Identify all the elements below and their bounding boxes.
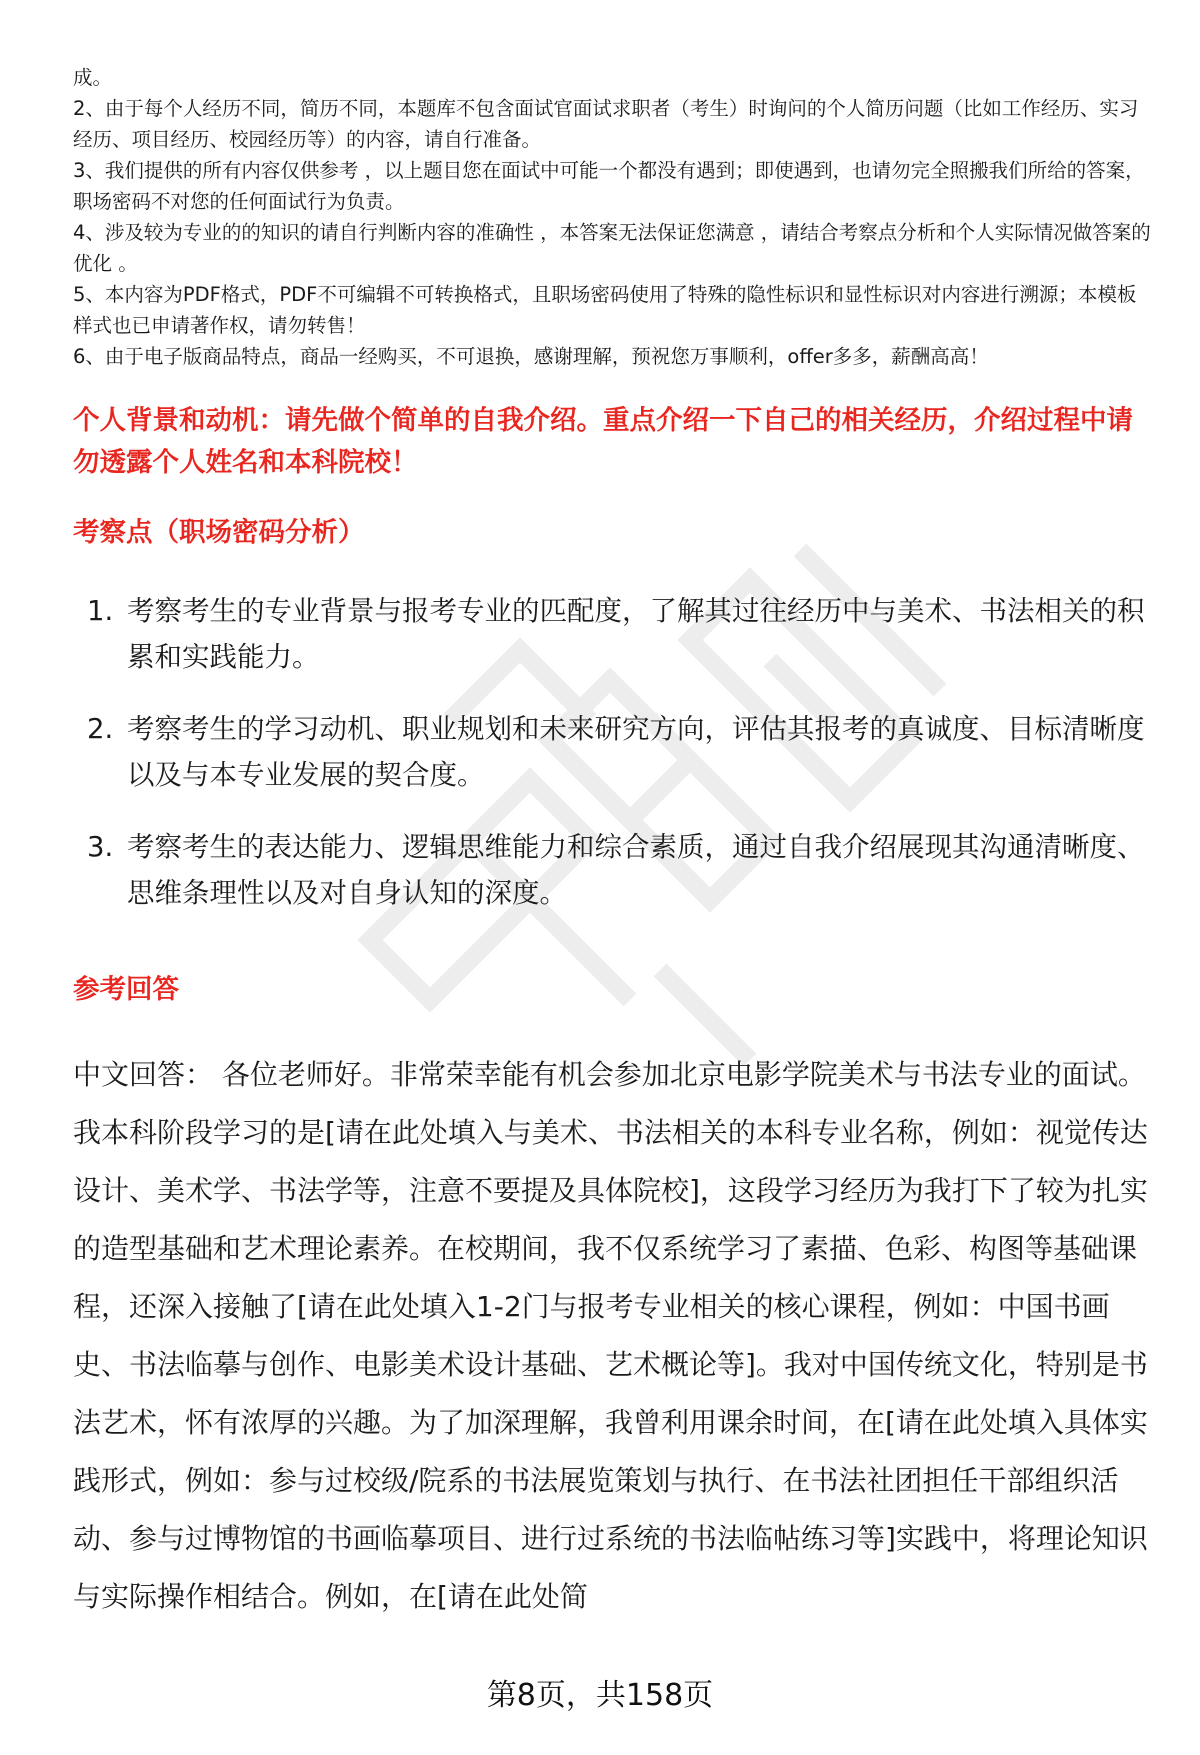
page-number: 第8页，共158页 xyxy=(486,1678,714,1713)
list-number: 1. xyxy=(87,595,114,627)
note-line: 5、本内容为PDF格式，PDF不可编辑不可转换格式，且职场密码使用了特殊的隐性标识和显性标识对内容进行溯源；本模板样式也已申请著作权，请勿转售！ xyxy=(73,283,1137,337)
disclaimer-notes xyxy=(73,62,1153,372)
note-line: 6、由于电子版商品特点，商品一经购买，不可退换，感谢理解，预祝您万事顺利，offer多多，薪酬高高！ xyxy=(73,345,989,368)
note-line: 2、由于每个人经历不同，简历不同，本题库不包含面试官面试求职者（考生）时询问的个人简历问题（比如工作经历、实习经历、项目经历、校园经历等）的内容，请自行准备。 xyxy=(73,97,1139,151)
list-number: 2. xyxy=(87,713,114,745)
reference-heading: 参考回答 xyxy=(73,974,179,1005)
list-item xyxy=(73,706,1153,798)
list-item xyxy=(73,588,1153,680)
note-line: 4、涉及较为专业的的知识的请自行判断内容的准确性 ，本答案无法保证您满意 ，请结合考察点分析和个人实际情况做答案的优化 。 xyxy=(73,221,1151,275)
kaocha-list xyxy=(73,588,1153,942)
note-line: 3、我们提供的所有内容仅供参考 ，以上题目您在面试中可能一个都没有遇到；即使遇到，也请勿完全照搬我们所给的答案，职场密码不对您的任何面试行为负责。 xyxy=(73,159,1145,213)
reference-answer: 中文回答： 各位老师好。非常荣幸能有机会参加北京电影学院美术与书法专业的面试。我本科阶段学习的是[请在此处填入与美术、书法相关的本科专业名称，例如：视觉传达设计、美术学、书法学等，注意不要提及具体院校]，这段学习经历为我打下了较为扎实的造型基础和艺术理论素养。在校期间，我不仅系统学习了素描、色彩、构图等基础课程，还深入接触了[请在此处填入1-2门与报考专业相关的核心课程，例如：中国书画史、书法临摹与创作、电影美术设计基础、艺术概论等]。我对中国传统文化，特别是书法艺术，怀有浓厚的兴趣。为了加深理解，我曾利用课余时间，在[请在此处填入具体实践形式，例如：参与过校级/院系的书法展览策划与执行、在书法社团担任干部组织活动、参与过博物馆的书画临摹项目、进行过系统的书法临帖练习等]实践中，将理论知识与实际操作相结合。例如，在[请在此处简 xyxy=(73,1058,1148,1613)
list-text: 考察考生的专业背景与报考专业的匹配度，了解其过往经历中与美术、书法相关的积累和实践能力。 xyxy=(127,595,1145,673)
list-text: 考察考生的表达能力、逻辑思维能力和综合素质，通过自我介绍展现其沟通清晰度、思维条理性以及对自身认知的深度。 xyxy=(127,831,1145,909)
list-text: 考察考生的学习动机、职业规划和未来研究方向，评估其报考的真诚度、目标清晰度以及与本专业发展的契合度。 xyxy=(127,713,1145,791)
list-number: 3. xyxy=(87,831,114,863)
kaocha-heading: 考察点（职场密码分析） xyxy=(73,517,365,548)
note-line: 成。 xyxy=(73,66,113,89)
list-item xyxy=(73,824,1153,916)
question-heading: 个人背景和动机：请先做个简单的自我介绍。重点介绍一下自己的相关经历，介绍过程中请勿透露个人姓名和本科院校！ xyxy=(73,405,1133,478)
